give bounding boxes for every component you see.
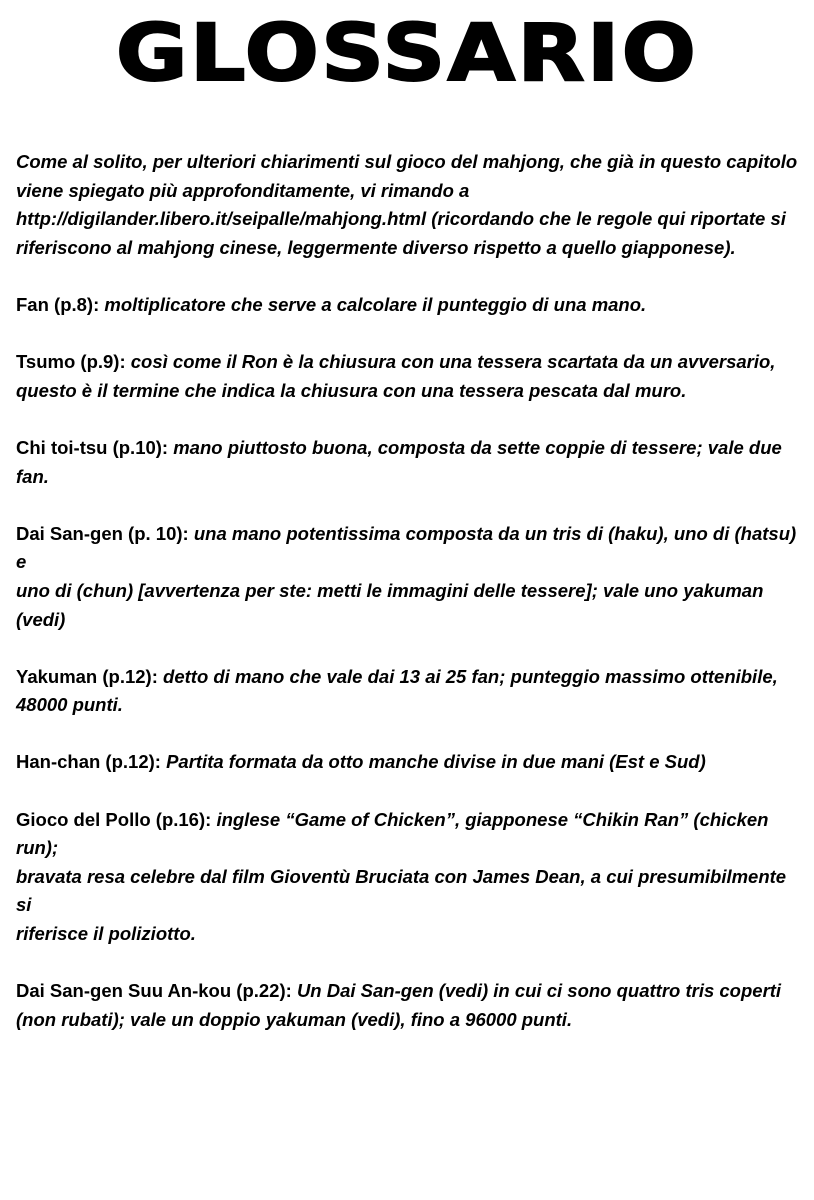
entry-term: Gioco del Pollo (p.16): <box>16 808 212 830</box>
entry-line <box>16 748 801 777</box>
intro-paragraph <box>16 148 801 262</box>
entry-definition: Un Dai San-gen (vedi) in cui ci sono quattro tris coperti <box>296 980 782 1002</box>
entry-term: Dai San-gen Suu An-kou (p.22): <box>16 980 292 1002</box>
entry-term: Fan (p.8): <box>16 293 100 315</box>
entry-line <box>16 663 801 692</box>
glossary-entry-dai-san-gen-suu-an-kou <box>16 977 801 1034</box>
entry-term: Han-chan (p.12): <box>16 751 161 773</box>
entry-definition: inglese “Game of Chicken”, giapponese “Chikin Ran” (chicken run); <box>16 808 769 859</box>
entry-definition: Partita formata da otto manche divise in due mani (Est e Sud) <box>166 751 706 773</box>
entry-line: uno di (chun) [avvertenza per ste: metti le immagini delle tessere]; vale uno yakuman (vedi) <box>16 579 764 630</box>
glossary-entry-gioco-del-pollo <box>16 806 801 949</box>
entry-definition: mano piuttosto buona, composta da sette coppie di tessere; vale due fan. <box>16 436 782 487</box>
entry-term: Chi toi-tsu (p.10): <box>16 436 169 458</box>
entry-line: bravata resa celebre dal film Gioventù Bruciata con James Dean, a cui presumibilmente si <box>16 865 787 916</box>
glossary-entry-dai-san-gen <box>16 520 801 634</box>
glossary-entry-fan <box>16 291 801 320</box>
glossary-entry-han-chan <box>16 748 801 777</box>
entry-term: Tsumo (p.9): <box>16 351 126 373</box>
entry-line <box>16 434 801 491</box>
entry-definition: una mano potentissima composta da un tris di (haku), uno di (hatsu) e <box>16 522 797 573</box>
entry-line <box>16 806 801 863</box>
entry-term: Yakuman (p.12): <box>16 665 158 687</box>
intro-line: viene spiegato più approfonditamente, vi rimando a <box>16 179 470 201</box>
intro-line: riferiscono al mahjong cinese, leggermente diverso rispetto a quello giapponese). <box>16 236 736 258</box>
glossary-entry-tsumo <box>16 348 801 405</box>
glossary-content <box>16 148 801 1063</box>
entry-line <box>16 520 801 577</box>
intro-line: http://digilander.libero.it/seipalle/mahjong.html (ricordando che le regole qui riportate si <box>16 208 786 230</box>
glossary-entry-chi-toi-tsu <box>16 434 801 491</box>
entry-definition: così come il Ron è la chiusura con una tessera scartata da un avversario, <box>130 351 776 373</box>
intro-line: Come al solito, per ulteriori chiarimenti sul gioco del mahjong, che già in questo capitolo <box>16 151 798 172</box>
entry-line <box>16 977 801 1006</box>
page-title: GLOSSARIO <box>115 9 699 99</box>
entry-line <box>16 291 801 320</box>
entry-line: (non rubati); vale un doppio yakuman (vedi), fino a 96000 punti. <box>16 1008 573 1030</box>
entry-line: questo è il termine che indica la chiusura con una tessera pescata dal muro. <box>16 379 687 401</box>
entry-definition: moltiplicatore che serve a calcolare il punteggio di una mano. <box>104 293 647 315</box>
entry-term: Dai San-gen (p. 10): <box>16 522 189 544</box>
entry-definition: detto di mano che vale dai 13 ai 25 fan; punteggio massimo ottenibile, <box>163 665 778 687</box>
glossary-entry-yakuman <box>16 663 801 720</box>
entry-line <box>16 348 801 377</box>
entry-line: riferisce il poliziotto. <box>16 923 196 945</box>
entry-line: 48000 punti. <box>16 694 123 716</box>
